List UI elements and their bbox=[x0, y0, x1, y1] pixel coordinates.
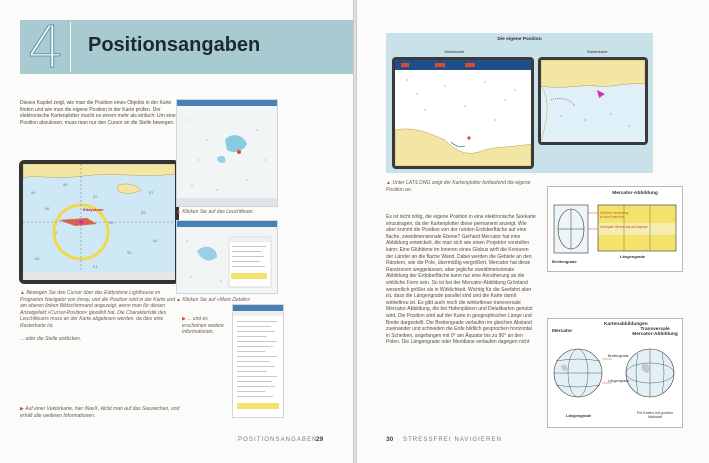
caption-shot2-text: Klicken Sie auf »More Details« bbox=[182, 297, 251, 303]
svg-text:56: 56 bbox=[45, 206, 50, 211]
caption-bottom-text: Auf einer Vektorkarte, hier iNavX, klickt man auf das Seezeichen, und erhält alle weiteren Informationen. bbox=[20, 406, 180, 419]
svg-text:54: 54 bbox=[31, 190, 36, 195]
diagram-mercator-note-b: Geringste Verzerrung am Äquator bbox=[600, 225, 648, 229]
body-paragraph: Es ist nicht nötig, die eigene Position in eine elektronische Seekarte einzutragen, da der Kartenplotter diese permanent anzeigt. Wie aber kommt die Position von der runden Erdoberfläche auf eine flache, zweidimensionale Ebene? Gerhard Mercator hat eine Abbildung entwickelt, die man sich wie einen Projektor vorstellen kann: Eine Glühbirne im Inneren eines Globus wirft die Konturen der Länder an die flache Wand. Dabei werden die Gebiete an den Rändern, wie die Pole, übermäßig vergrößert. Mercator hat diese Randzonen weggelassen, aber jegliche zweidimensionale Abbildung der Erdoberfläche kann nur eine Annäherung an die wirkliche Form sein. So ist bei der Mercator-Abbildung Grönland wesentlich größer als in Wirklichkeit. Wichtig für die Seefahrt aber ist, dass die Längengrade parallel sind und die Karte damit winkeltreu ist. Es gibt auch noch die winkeltreue transversale Mercator-Abbildung, die bei Hafenplänen und Detailkarten genutzt wird. Die Position wird auf der Karte in geographischer Länge und Breite dargestellt. Die Breitengrade verlaufen im gleichen Abstand zueinander und schneiden die Erde bildlich gesprochen horizontal in Scheiben, angefangen mit 0° am Äquator bis zu 90° an den Polen. Die Längengrade oder Meridiane verlaufen dagegen nicht bbox=[386, 214, 536, 346]
diagram-kart-right: Transversale Mercator-Abbildung bbox=[632, 327, 678, 337]
figure-right-label: Rasterkarte bbox=[587, 49, 608, 54]
svg-text:66: 66 bbox=[35, 256, 40, 261]
footer-label-right: STRESSFREI NAVIGIEREN bbox=[403, 437, 503, 443]
caption-map: ▲ Bewegen Sie den Cursor über das Eddystone Lighthouse im Programm Navigator von Imray, und die Position wird in der Karte und am oberen linken Bildschirmrand angezeigt, wenn man für diesen Anzeigefeld »Cursor-Position« gewählt hat. Die Charakteristik des Leuchtfeuers muss an der Karte abgelesen werden, da dies eine Rasterkarte ist. bbox=[20, 290, 175, 329]
chapter-number: 4 bbox=[27, 13, 65, 81]
diagram-mercator-note-a: Größere Verzerrung zu den Polen hin bbox=[600, 211, 629, 219]
raster-chart[interactable] bbox=[23, 164, 175, 280]
page-number-right: 30 bbox=[386, 436, 394, 443]
vector-chart-tablet bbox=[392, 57, 534, 169]
intro-paragraph: Dieses Kapitel zeigt, wie man die Position eines Objekts in der Karte finden und wie man die eigene Position in der Karte prüfen. Der elektronische Kartenplotter macht es einem mehr als einfach: Um eine Position abzulesen, muss man nur den Cursor an die Stelle bewegen. bbox=[20, 100, 176, 126]
caption-map-text: Bewegen Sie den Cursor über das Eddystone Lighthouse im Programm Navigator von Imray, und die Position wird in der Karte und am oberen linken Bildschirmrand angezeigt, wenn man für diesen Anzeigefeld »Cursor-Position« gewählt hat. Die Charakteristik des Leuchtfeuers muss an der Karte abgelesen werden, da dies eine Rasterkarte ist. bbox=[20, 290, 175, 329]
caption-or: ... oder die Stelle anklicken. bbox=[20, 336, 82, 342]
svg-text:61: 61 bbox=[93, 264, 98, 269]
caption-figure-text: Unter LAT/LONG zeigt der Kartenplotter fortlaufend die eigene Position an. bbox=[386, 180, 531, 193]
svg-text:62: 62 bbox=[53, 230, 58, 235]
diagram-kart-title: Kartenabbildungen bbox=[604, 322, 648, 327]
screenshot-more-details[interactable] bbox=[176, 220, 278, 294]
svg-text:57: 57 bbox=[149, 190, 154, 195]
map-label: Eddystone bbox=[83, 207, 104, 212]
diagram-kart-note: Für Karten mit großem Maßstab bbox=[636, 411, 674, 419]
caption-shot1: ▲ Klicken Sie auf das Leuchtfeuer. bbox=[176, 209, 254, 215]
screenshot-details[interactable] bbox=[232, 304, 284, 418]
diagram-kartenabbildungen bbox=[547, 318, 683, 428]
diagram-mercator-breitengrade: Breitengrade bbox=[552, 259, 577, 264]
screenshot-lighthouse[interactable] bbox=[176, 99, 278, 207]
screenshot-lighthouse-graphic bbox=[177, 100, 277, 206]
caption-bottom: ▶ Auf einer Vektorkarte, hier iNavX, klickt man auf das Seezeichen, und erhält alle weiteren Informationen. bbox=[20, 406, 180, 419]
svg-text:52: 52 bbox=[93, 194, 98, 199]
raster-chart-right[interactable] bbox=[541, 60, 645, 142]
caption-shot1-text: Klicken Sie auf das Leuchtfeuer. bbox=[182, 209, 254, 215]
svg-text:64: 64 bbox=[153, 238, 158, 243]
diagram-kart-breitengrade: Breitengrade bbox=[608, 354, 629, 358]
diagram-kart-laengengrade-bottom: Längengrade bbox=[566, 413, 592, 418]
svg-text:59: 59 bbox=[141, 210, 146, 215]
chapter-divider bbox=[70, 22, 71, 72]
diagram-mercator bbox=[547, 186, 683, 272]
svg-text:55: 55 bbox=[127, 250, 132, 255]
diagram-kart-laengengrade: Längengrade bbox=[608, 379, 630, 383]
caption-figure: ▲ Unter LAT/LONG zeigt der Kartenplotter fortlaufend die eigene Position an. bbox=[386, 180, 531, 193]
tablet-frame bbox=[19, 160, 179, 284]
caption-shot3-text: ... und es erscheinen weitere Informationen. bbox=[182, 316, 224, 336]
figure-own-position bbox=[386, 33, 653, 173]
left-page bbox=[0, 0, 353, 463]
right-page bbox=[357, 0, 709, 463]
chart-graphic bbox=[23, 164, 175, 280]
chapter-title: Positionsangaben bbox=[88, 34, 261, 56]
caption-shot2: ▲ Klicken Sie auf »More Details« bbox=[176, 297, 251, 303]
screenshot-details-graphic bbox=[233, 305, 283, 417]
footer-label-left: POSITIONSANGABEN bbox=[238, 437, 318, 443]
page-number-left: 29 bbox=[316, 436, 324, 443]
screenshot-more-details-graphic bbox=[177, 221, 277, 293]
caption-shot3: ▶ ... und es erscheinen weitere Informationen. bbox=[182, 316, 224, 336]
figure-left-label: Vektorkarte bbox=[444, 49, 465, 54]
figure-title: Die eigene Position bbox=[497, 37, 542, 42]
svg-text:60: 60 bbox=[109, 220, 114, 225]
diagram-kart-left: Mercator bbox=[552, 329, 573, 334]
raster-chart-tablet bbox=[538, 57, 648, 145]
diagram-kart-graphic bbox=[552, 339, 678, 409]
svg-text:58: 58 bbox=[63, 182, 68, 187]
diagram-mercator-laengengrade: Längengrade bbox=[620, 254, 646, 259]
vector-chart[interactable] bbox=[395, 60, 531, 166]
diagram-mercator-title: Mercator-Abbildung bbox=[612, 191, 658, 196]
